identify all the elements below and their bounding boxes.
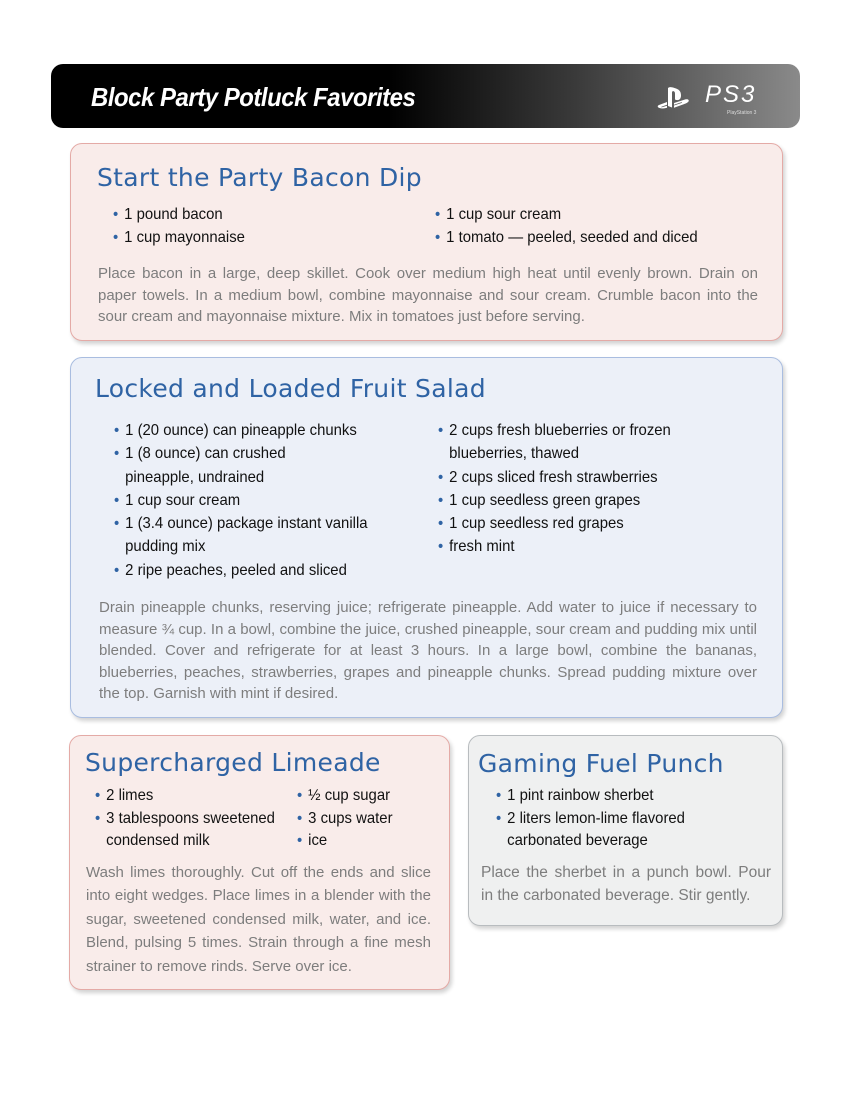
ingredient-item: • 1 (3.4 ounce) package instant vanilla pudding mix <box>114 512 384 559</box>
ingredient-item: • fresh mint <box>438 535 717 558</box>
ingredient-item: • ½ cup sugar <box>297 785 427 808</box>
recipe-title: Locked and Loaded Fruit Salad <box>95 374 486 403</box>
ingredient-item: • 1 (8 ounce) can crushed pineapple, undrained <box>114 442 384 489</box>
recipe-directions: Place bacon in a large, deep skillet. Cook over medium high heat until evenly brown. Drain on paper towels. In a medium bowl, combine mayonnaise and sour cream. Crumble bacon into the sour cream and mayonnaise mixture. Mix in tomatoes just before serving. <box>98 265 758 325</box>
header-banner <box>51 64 800 128</box>
recipe-title: Start the Party Bacon Dip <box>97 163 422 192</box>
ingredient-item: • 1 cup sour cream <box>435 203 742 226</box>
ingredient-list-left <box>496 785 766 853</box>
recipe-directions: Drain pineapple chunks, reserving juice; refrigerate pineapple. Add water to juice if necessary to measure ¾ cup. In a bowl, combine the juice, crushed pineapple, sour cream and pudding mix until blended. Cover and refrigerate for at least 3 hours. In a large bowl, combine the bananas, blueberries, peaches, strawberries, grapes and pineapple chunks. Spread pudding mixture over the top. Garnish with mint if desired. <box>99 599 757 702</box>
ingredient-list-right <box>297 785 437 853</box>
ingredient-item: • ice <box>297 830 427 853</box>
recipe-card-limeade <box>69 735 450 990</box>
ingredient-item: • 2 liters lemon-lime flavored carbonated beverage <box>496 808 747 853</box>
ingredient-item: • 1 cup mayonnaise <box>113 226 392 249</box>
ps3-logo-text: PS3 <box>705 81 757 108</box>
page-title: Block Party Potluck Favorites <box>91 82 416 112</box>
recipe-card-fruit-salad <box>70 357 783 718</box>
ingredient-item: • 2 cups sliced fresh strawberries <box>438 466 717 489</box>
ingredient-item: • 1 cup seedless green grapes <box>438 489 717 512</box>
recipe-directions: Place the sherbet in a punch bowl. Pour in the carbonated beverage. Stir gently. <box>481 864 771 905</box>
ingredient-item: • 2 limes <box>95 785 281 808</box>
ingredient-item: • 2 ripe peaches, peeled and sliced <box>114 559 384 582</box>
recipe-card-punch <box>468 735 783 926</box>
ingredient-item: • 1 pint rainbow sherbet <box>496 785 747 808</box>
ingredient-item: • 1 tomato — peeled, seeded and diced <box>435 226 742 249</box>
ingredient-item: • 1 cup sour cream <box>114 489 384 512</box>
recipe-card-bacon-dip <box>70 143 783 341</box>
ingredient-item: • 1 cup seedless red grapes <box>438 512 717 535</box>
ingredient-item: • 1 pound bacon <box>113 203 392 226</box>
recipe-title: Supercharged Limeade <box>85 748 381 777</box>
ingredient-item: • 1 (20 ounce) can pineapple chunks <box>114 419 384 442</box>
recipe-title: Gaming Fuel Punch <box>478 749 724 778</box>
ingredient-list-left <box>95 785 295 853</box>
recipe-directions: Wash limes thoroughly. Cut off the ends and slice into eight wedges. Place limes in a blender with the sugar, sweetened condensed milk, water, and ice. Blend, pulsing 5 times. Strain through a fine mesh strainer to remove rinds. Serve over ice. <box>86 864 431 975</box>
ingredient-list-left <box>113 203 413 250</box>
ingredient-list-right <box>438 419 738 559</box>
ingredient-item: • 3 cups water <box>297 808 427 831</box>
ingredient-item: • 2 cups fresh blueberries or frozen blueberries, thawed <box>438 419 717 466</box>
ps3-logo-subtext: PlayStation 3 <box>727 110 757 116</box>
playstation-logo-icon <box>656 86 690 112</box>
ingredient-list-right <box>435 203 765 250</box>
ingredient-item: • 3 tablespoons sweetened condensed milk <box>95 808 281 853</box>
ingredient-list-left <box>114 419 404 582</box>
